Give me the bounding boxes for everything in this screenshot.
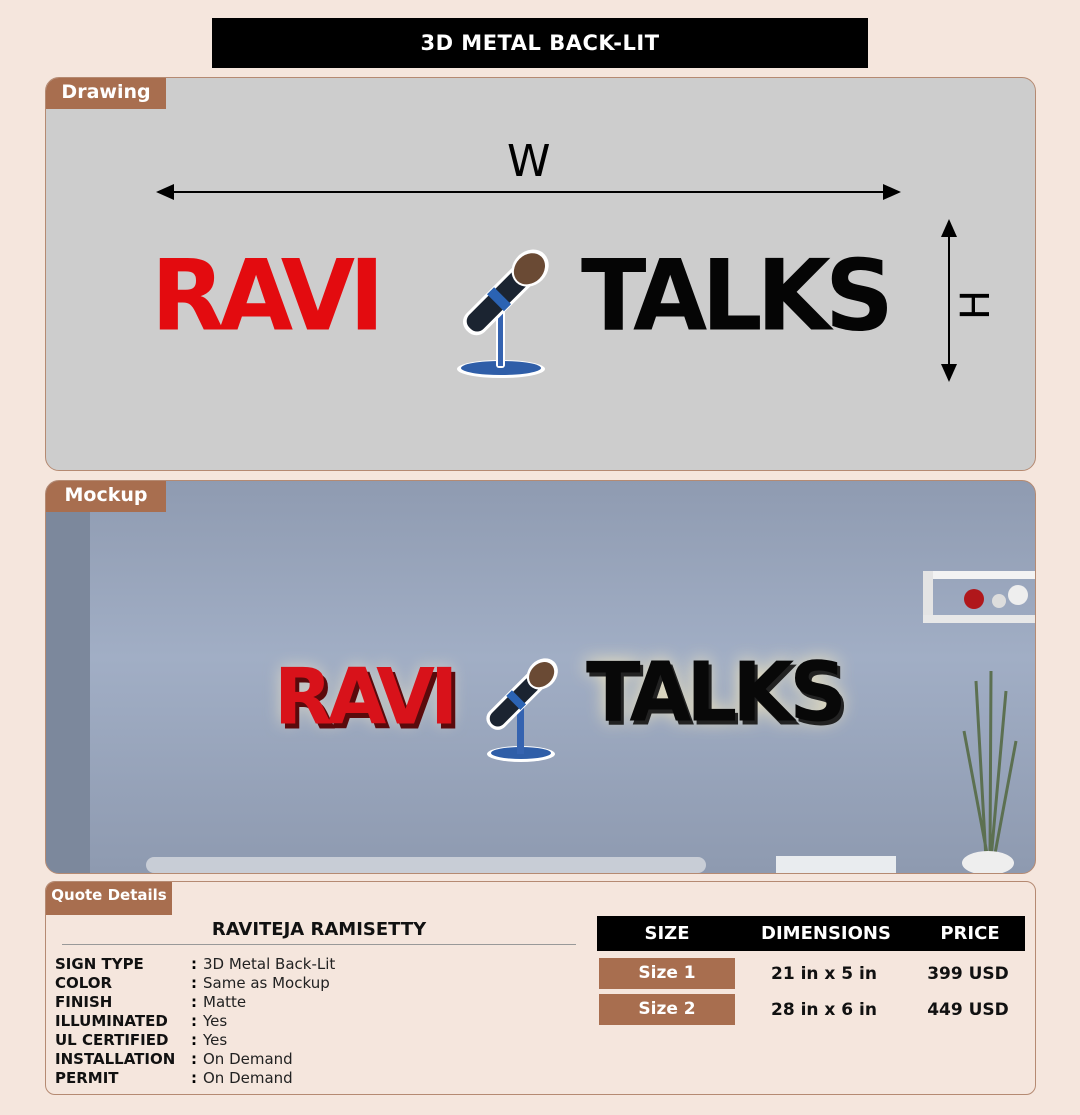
mockup-logo-talks: TALKS bbox=[586, 645, 842, 740]
col-size-header: SIZE bbox=[644, 923, 690, 944]
mockup-panel bbox=[45, 480, 1036, 874]
dimensions-cell: 28 in x 6 in bbox=[771, 999, 877, 1020]
price-cell: 399 USD bbox=[927, 963, 1009, 984]
spec-row: UL CERTIFIED : Yes bbox=[55, 1031, 228, 1049]
price-cell: 449 USD bbox=[927, 999, 1009, 1020]
spec-value: On Demand bbox=[203, 1069, 293, 1087]
spec-row: PERMIT : On Demand bbox=[55, 1069, 293, 1087]
spec-label: ILLUMINATED bbox=[55, 1012, 168, 1030]
table-row bbox=[597, 958, 1025, 989]
col-price-header: PRICE bbox=[940, 923, 1000, 944]
spec-label: INSTALLATION bbox=[55, 1050, 176, 1068]
room-scene bbox=[46, 481, 1035, 873]
spec-row: COLOR : Same as Mockup bbox=[55, 974, 330, 992]
size-option[interactable]: Size 2 bbox=[599, 994, 735, 1025]
spec-value: On Demand bbox=[203, 1050, 293, 1068]
spec-label: FINISH bbox=[55, 993, 113, 1011]
spec-value: Yes bbox=[203, 1031, 228, 1049]
drawing-tag: Drawing bbox=[46, 78, 166, 109]
logo-text-talks: TALKS bbox=[581, 238, 889, 354]
drawing-panel bbox=[45, 77, 1036, 471]
spec-value: Yes bbox=[203, 1012, 228, 1030]
width-label: W bbox=[507, 136, 551, 187]
quote-tag: Quote Details bbox=[46, 882, 172, 915]
spec-label: UL CERTIFIED bbox=[55, 1031, 169, 1049]
spec-row: INSTALLATION : On Demand bbox=[55, 1050, 293, 1068]
spec-label: COLOR bbox=[55, 974, 113, 992]
quote-panel bbox=[45, 881, 1036, 1095]
spec-label: SIGN TYPE bbox=[55, 955, 144, 973]
spec-value: 3D Metal Back-Lit bbox=[203, 955, 336, 973]
table-hint bbox=[776, 856, 896, 873]
mockup-tag: Mockup bbox=[46, 481, 166, 512]
spec-row: ILLUMINATED : Yes bbox=[55, 1012, 228, 1030]
logo-text-ravi: RAVI bbox=[151, 238, 379, 354]
spec-row: SIGN TYPE : 3D Metal Back-Lit bbox=[55, 955, 336, 973]
page-title: 3D METAL BACK-LIT bbox=[212, 18, 868, 68]
plant-decoration bbox=[962, 671, 1016, 873]
wall-shelf bbox=[923, 571, 1035, 623]
height-label: H bbox=[953, 289, 1000, 321]
price-table-header bbox=[597, 916, 1025, 951]
dimensions-cell: 21 in x 5 in bbox=[771, 963, 877, 984]
spec-value: Matte bbox=[203, 993, 247, 1011]
sofa-hint bbox=[146, 857, 706, 873]
spec-label: PERMIT bbox=[55, 1069, 119, 1087]
wall-edge bbox=[46, 511, 90, 873]
customer-name: RAVITEJA RAMISETTY bbox=[62, 919, 576, 945]
spec-row: FINISH : Matte bbox=[55, 993, 247, 1011]
size-option[interactable]: Size 1 bbox=[599, 958, 735, 989]
microphone-icon bbox=[480, 652, 564, 762]
mockup-logo-ravi: RAVI bbox=[274, 651, 454, 742]
table-row bbox=[597, 994, 1025, 1025]
microphone-icon bbox=[455, 242, 556, 378]
col-dimensions-header: DIMENSIONS bbox=[761, 923, 891, 944]
spec-value: Same as Mockup bbox=[203, 974, 330, 992]
